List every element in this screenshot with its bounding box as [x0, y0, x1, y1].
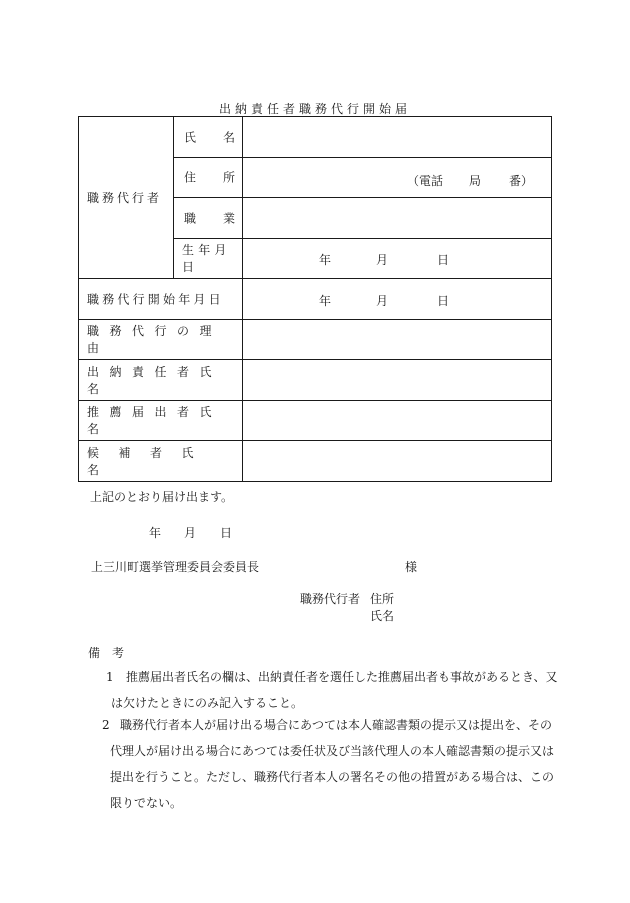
submit-year: 年 — [149, 526, 162, 540]
agent-occupation-field[interactable] — [243, 198, 552, 239]
start-date-field[interactable]: 年 月 日 — [243, 279, 552, 320]
candidate-name-label: 候補者氏名 — [79, 441, 243, 482]
signer-role: 職務代行者 — [300, 592, 361, 606]
agent-group-label: 職務代行者 — [79, 117, 174, 279]
recommender-name-label: 推薦届出者氏名 — [79, 400, 243, 441]
treasurer-name-label: 出納責任者氏名 — [79, 360, 243, 401]
phone-note: （電話 局 番） — [406, 174, 533, 188]
reason-field[interactable] — [243, 319, 552, 360]
treasurer-name-field[interactable] — [243, 360, 552, 401]
start-date-label: 職務代行開始年月日 — [79, 279, 243, 320]
note-1-line-1: 推薦届出者氏名の欄は、出納責任者を選任した推薦届出者も事故があるとき、又 — [126, 670, 558, 684]
agent-address-field[interactable] — [243, 157, 552, 198]
agent-name-field[interactable] — [243, 117, 552, 158]
name-label: 氏 名 — [174, 117, 243, 158]
recommender-name-field[interactable] — [243, 400, 552, 441]
reason-label: 職務代行の理由 — [79, 319, 243, 360]
note-2-line-2: 代理人が届け出る場合にあつては委任状及び当該代理人の本人確認書類の提示又は — [110, 744, 555, 758]
submit-month: 月 — [184, 526, 197, 540]
signer-name-label: 氏名 — [370, 609, 395, 623]
note-2-number: 2 — [102, 718, 110, 732]
agent-birthdate-field[interactable]: 年 月 日 — [243, 238, 552, 279]
birthdate-label: 生年月日 — [174, 238, 243, 279]
submit-day: 日 — [220, 526, 233, 540]
candidate-name-field[interactable] — [243, 441, 552, 482]
address-label: 住 所 — [174, 157, 243, 198]
form-title: 出納責任者職務代行開始届 — [218, 102, 411, 116]
occupation-label: 職 業 — [174, 198, 243, 239]
declaration-text: 上記のとおり届け出ます。 — [90, 490, 234, 504]
honorific: 様 — [405, 560, 418, 574]
note-2-line-3: 提出を行うこと。ただし、職務代行者本人の署名その他の措置がある場合は、この — [110, 770, 555, 784]
notes-heading: 備考 — [88, 646, 137, 660]
signer-address-label: 住所 — [370, 592, 395, 606]
note-2-line-4: 限りでない。 — [110, 796, 183, 810]
note-1-number: 1 — [106, 670, 114, 684]
note-1-line-2: は欠けたときにのみ記入すること。 — [111, 696, 304, 710]
form-table — [78, 116, 552, 482]
note-2-line-1: 職務代行者本人が届け出る場合にあつては本人確認書類の提示又は提出を、その — [120, 718, 553, 732]
addressee: 上三川町選挙管理委員会委員長 — [91, 560, 260, 574]
